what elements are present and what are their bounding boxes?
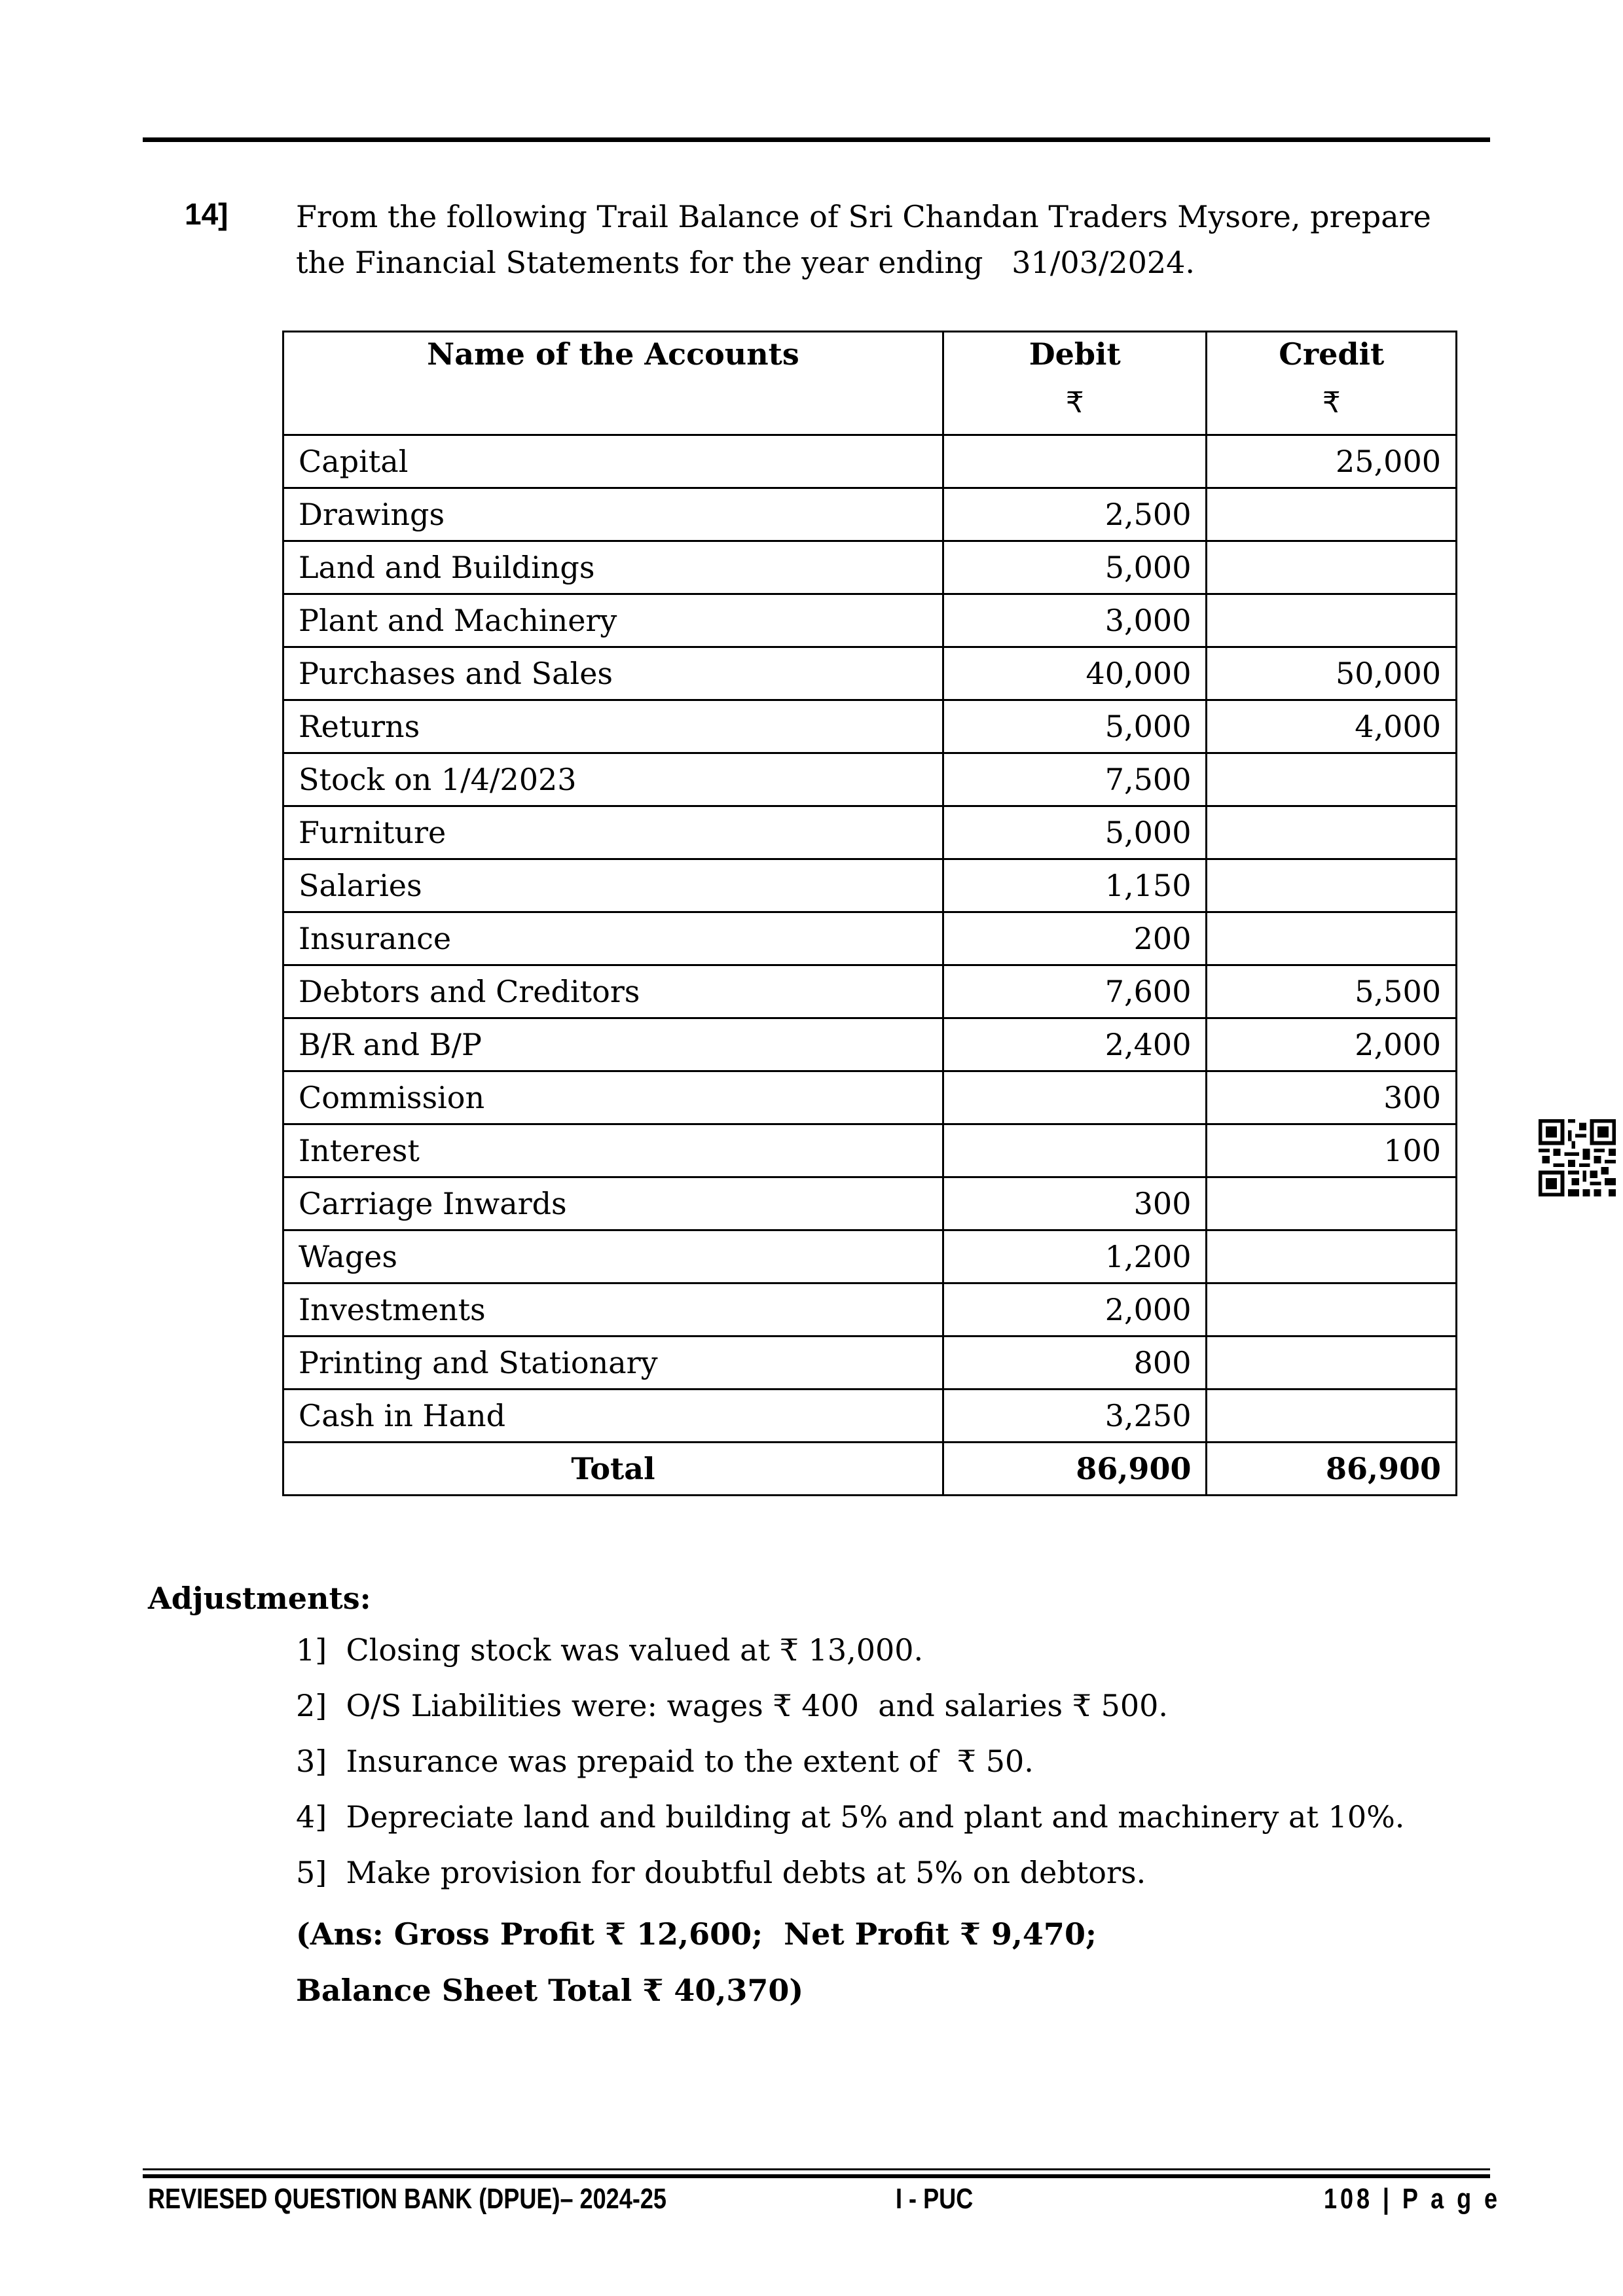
table-row bbox=[283, 859, 1457, 912]
table-row bbox=[283, 1018, 1457, 1071]
debit-amount bbox=[943, 1124, 1207, 1177]
table-row bbox=[283, 435, 1457, 488]
adjustments-list bbox=[296, 1632, 1404, 1910]
adjustments-title: Adjustments: bbox=[148, 1581, 371, 1616]
account-name: Insurance bbox=[283, 912, 943, 965]
adjustment-item: 1] Closing stock was valued at ₹ 13,000. bbox=[296, 1632, 924, 1668]
credit-amount: 25,000 bbox=[1207, 435, 1457, 488]
debit-amount: 1,200 bbox=[943, 1230, 1207, 1283]
credit-amount: 5,500 bbox=[1207, 965, 1457, 1018]
table-row bbox=[283, 753, 1457, 806]
header-credit: Credit ₹ bbox=[1207, 332, 1457, 435]
table-row bbox=[283, 700, 1457, 753]
table-row bbox=[283, 912, 1457, 965]
account-name: Carriage Inwards bbox=[283, 1177, 943, 1230]
credit-amount bbox=[1207, 753, 1457, 806]
debit-amount: 300 bbox=[943, 1177, 1207, 1230]
account-name: Returns bbox=[283, 700, 943, 753]
table-row bbox=[283, 1336, 1457, 1390]
debit-amount: 7,600 bbox=[943, 965, 1207, 1018]
account-name: Salaries bbox=[283, 859, 943, 912]
answer bbox=[296, 1906, 1097, 2018]
account-name: Investments bbox=[283, 1283, 943, 1336]
credit-amount bbox=[1207, 1230, 1457, 1283]
debit-amount: 800 bbox=[943, 1336, 1207, 1390]
footer-title: REVIESED QUESTION BANK (DPUE)– 2024-25 bbox=[148, 2183, 666, 2215]
account-name: Land and Buildings bbox=[283, 541, 943, 594]
debit-amount: 2,500 bbox=[943, 488, 1207, 541]
debit-amount: 2,000 bbox=[943, 1283, 1207, 1336]
total-debit: 86,900 bbox=[943, 1443, 1207, 1496]
account-name: Debtors and Creditors bbox=[283, 965, 943, 1018]
question-line-2: the Financial Statements for the year ending 31/03/2024. bbox=[296, 245, 1195, 280]
account-name: Stock on 1/4/2023 bbox=[283, 753, 943, 806]
answer-line-2: Balance Sheet Total ₹ 40,370) bbox=[296, 1973, 804, 2008]
footer-rule bbox=[143, 2168, 1490, 2170]
debit-amount: 5,000 bbox=[943, 700, 1207, 753]
rupee-symbol: ₹ bbox=[1322, 386, 1341, 420]
table-row bbox=[283, 806, 1457, 859]
debit-amount: 3,250 bbox=[943, 1390, 1207, 1443]
total-label: Total bbox=[283, 1443, 943, 1496]
table-row bbox=[283, 1177, 1457, 1230]
qr-code-icon bbox=[1539, 1119, 1616, 1196]
account-name: B/R and B/P bbox=[283, 1018, 943, 1071]
table-row bbox=[283, 647, 1457, 700]
footer-rule bbox=[143, 2174, 1490, 2178]
table-row bbox=[283, 1124, 1457, 1177]
table-header-row bbox=[283, 332, 1457, 435]
account-name: Interest bbox=[283, 1124, 943, 1177]
credit-amount bbox=[1207, 1336, 1457, 1390]
account-name: Cash in Hand bbox=[283, 1390, 943, 1443]
credit-amount bbox=[1207, 859, 1457, 912]
adjustment-item: 2] O/S Liabilities were: wages ₹ 400 and salaries ₹ 500. bbox=[296, 1688, 1169, 1723]
question-number: 14] bbox=[185, 197, 228, 231]
credit-amount bbox=[1207, 912, 1457, 965]
credit-amount bbox=[1207, 1283, 1457, 1336]
answer-line-1: (Ans: Gross Profit ₹ 12,600; Net Profit ₹ 9,470; bbox=[296, 1916, 1097, 1952]
table-row bbox=[283, 541, 1457, 594]
table-row bbox=[283, 1071, 1457, 1124]
credit-amount: 300 bbox=[1207, 1071, 1457, 1124]
debit-amount: 2,400 bbox=[943, 1018, 1207, 1071]
table-row bbox=[283, 1283, 1457, 1336]
account-name: Printing and Stationary bbox=[283, 1336, 943, 1390]
credit-amount: 100 bbox=[1207, 1124, 1457, 1177]
debit-amount: 40,000 bbox=[943, 647, 1207, 700]
account-name: Drawings bbox=[283, 488, 943, 541]
trial-balance-table bbox=[282, 331, 1457, 1496]
debit-amount: 7,500 bbox=[943, 753, 1207, 806]
total-credit: 86,900 bbox=[1207, 1443, 1457, 1496]
debit-amount bbox=[943, 435, 1207, 488]
table-row bbox=[283, 1390, 1457, 1443]
debit-amount bbox=[943, 1071, 1207, 1124]
debit-amount: 3,000 bbox=[943, 594, 1207, 647]
credit-amount bbox=[1207, 1177, 1457, 1230]
adjustment-item: 5] Make provision for doubtful debts at 5% on debtors. bbox=[296, 1855, 1146, 1890]
account-name: Purchases and Sales bbox=[283, 647, 943, 700]
credit-amount bbox=[1207, 541, 1457, 594]
table-row bbox=[283, 1230, 1457, 1283]
total-row bbox=[283, 1443, 1457, 1496]
account-name: Wages bbox=[283, 1230, 943, 1283]
account-name: Furniture bbox=[283, 806, 943, 859]
debit-amount: 1,150 bbox=[943, 859, 1207, 912]
question-line-1: From the following Trail Balance of Sri Chandan Traders Mysore, prepare bbox=[296, 199, 1431, 234]
credit-amount bbox=[1207, 1390, 1457, 1443]
debit-amount: 200 bbox=[943, 912, 1207, 965]
page-number: 108 | P a g e bbox=[1324, 2183, 1501, 2215]
debit-amount: 5,000 bbox=[943, 541, 1207, 594]
credit-amount bbox=[1207, 488, 1457, 541]
table-row bbox=[283, 965, 1457, 1018]
credit-amount: 50,000 bbox=[1207, 647, 1457, 700]
header-rule bbox=[143, 137, 1490, 142]
credit-amount bbox=[1207, 806, 1457, 859]
question-text bbox=[296, 194, 1487, 285]
rupee-symbol: ₹ bbox=[1065, 386, 1084, 420]
header-debit: Debit ₹ bbox=[943, 332, 1207, 435]
footer-class: I - PUC bbox=[896, 2183, 974, 2215]
account-name: Commission bbox=[283, 1071, 943, 1124]
credit-amount bbox=[1207, 594, 1457, 647]
account-name: Plant and Machinery bbox=[283, 594, 943, 647]
adjustment-item: 4] Depreciate land and building at 5% and plant and machinery at 10%. bbox=[296, 1799, 1405, 1835]
table-row bbox=[283, 594, 1457, 647]
adjustment-item: 3] Insurance was prepaid to the extent of ₹ 50. bbox=[296, 1744, 1034, 1779]
header-name: Name of the Accounts bbox=[283, 332, 943, 435]
debit-amount: 5,000 bbox=[943, 806, 1207, 859]
account-name: Capital bbox=[283, 435, 943, 488]
credit-amount: 2,000 bbox=[1207, 1018, 1457, 1071]
credit-amount: 4,000 bbox=[1207, 700, 1457, 753]
table-row bbox=[283, 488, 1457, 541]
